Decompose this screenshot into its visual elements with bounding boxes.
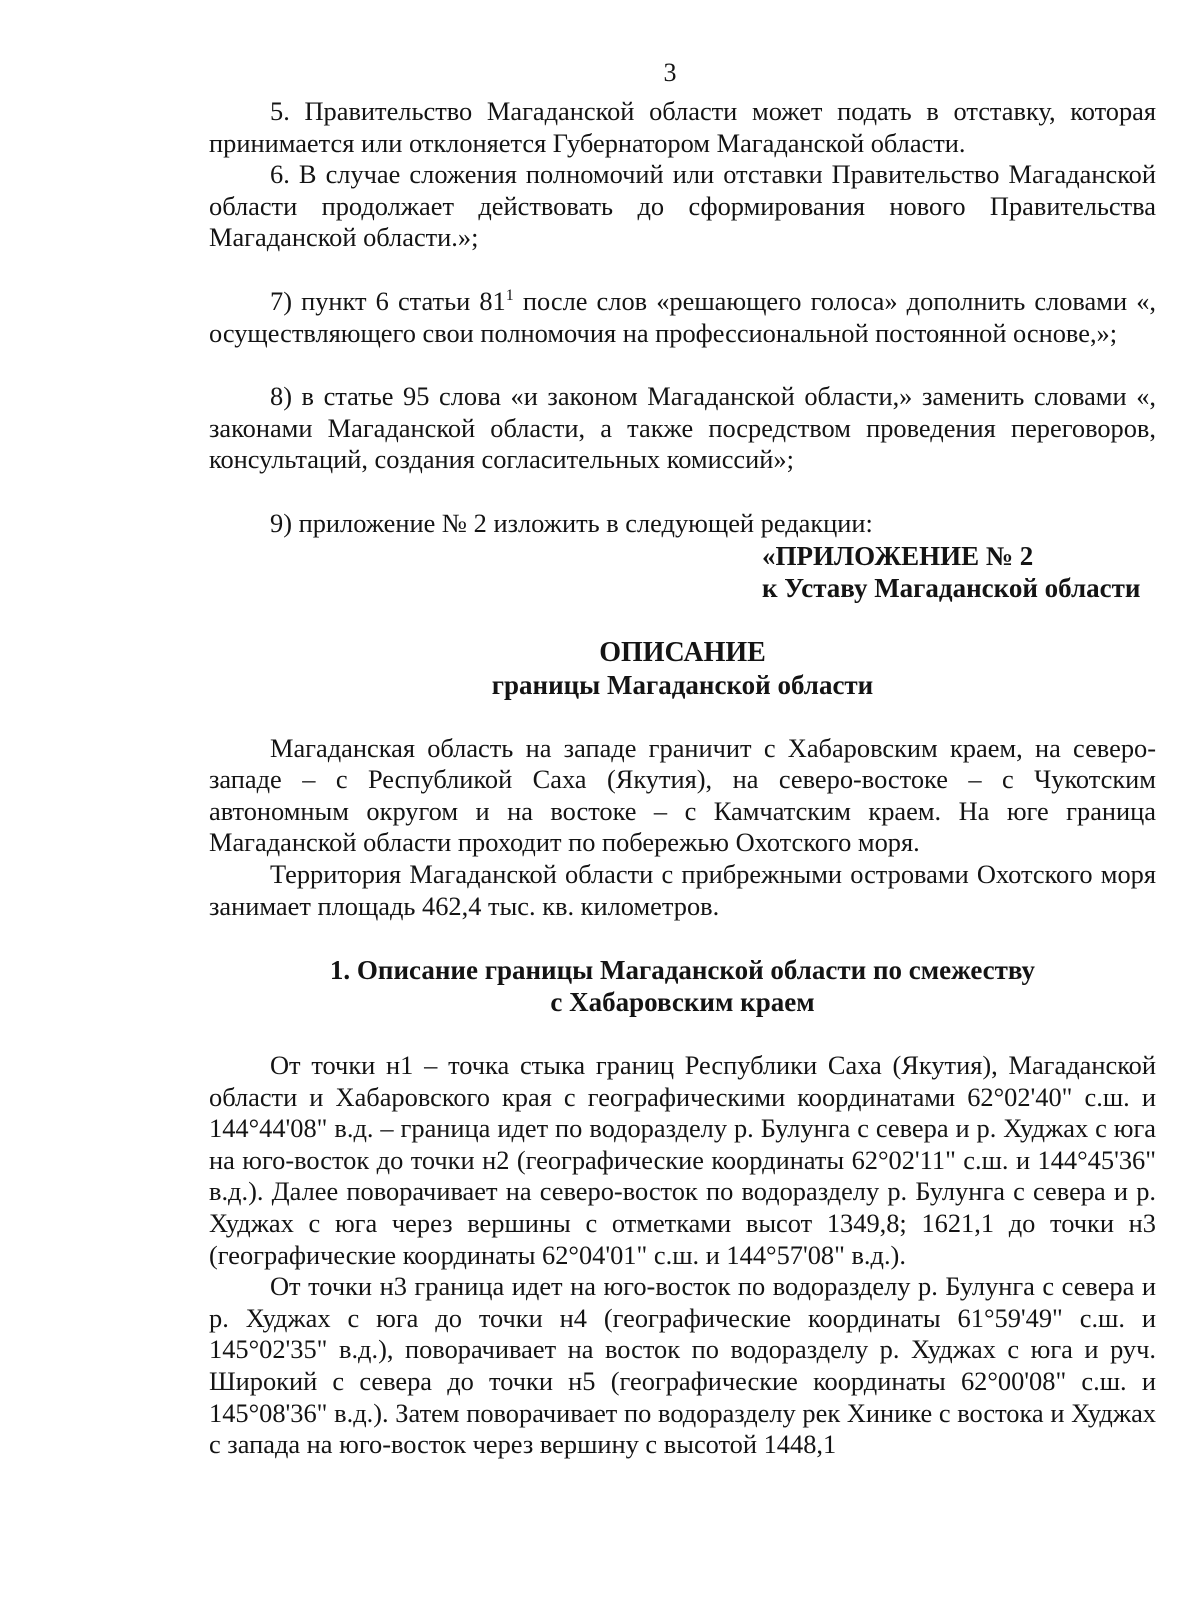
- description-paragraph-1: Магаданская область на западе граничит с Хабаровским краем, на северо-западе – с Республикой Саха (Якутия), на северо-востоке – с Чукотским автономным округом и на востоке – с Камчатским краем. На юге граница Магаданской области проходит по побережью Охотского моря.: [209, 732, 1156, 858]
- paragraph-item-5: 5. Правительство Магаданской области может подать в отставку, которая принимается или отклоняется Губернатором Магаданской области.: [209, 96, 1156, 158]
- section-1-heading: [209, 954, 1156, 1018]
- description-paragraph-2: Территория Магаданской области с прибрежными островами Охотского моря занимает площадь 462,4 тыс. кв. километров.: [209, 858, 1156, 921]
- page-number: 3: [663, 58, 677, 87]
- section-1-paragraph-1: От точки н1 – точка стыка границ Республики Саха (Якутия), Магаданской области и Хабаровского края с географическими координатами 62°02'40" с.ш. и 144°44'08" в.д. – граница идет по водоразделу р. Булунга с севера и р. Худжах с юга на юго-восток до точки н2 (географические координаты 62°02'11" с.ш. и 144°45'36" в.д.). Далее поворачивает на северо-восток по водоразделу р. Булунга с севера и р. Худжах с юга через вершины с отметками высот 1349,8; 1621,1 до точки н3 (географические координаты 62°04'01" с.ш. и 144°57'08" в.д.).: [209, 1050, 1156, 1270]
- item-7-text-start: 7) пункт 6 статьи 81: [270, 285, 506, 316]
- paragraph-item-6: 6. В случае сложения полномочий или отставки Правительство Магаданской области продолжает действовать до сформирования нового Правительства Магаданской области.»;: [209, 159, 1156, 253]
- appendix-subtitle: к Уставу Магаданской области: [762, 572, 1141, 603]
- description-subtitle: границы Магаданской области: [491, 669, 874, 700]
- appendix-title: «ПРИЛОЖЕНИЕ № 2: [762, 540, 1034, 571]
- appendix-header: [762, 540, 1156, 604]
- section-1-paragraph-2: От точки н3 граница идет на юго-восток по водоразделу р. Булунга с севера и р. Худжах с юга до точки н4 (географические координаты 61°59'49" с.ш. и 145°02'35" в.д.), поворачивает на восток по водоразделу р. Худжах с юга и руч. Широкий с севера до точки н5 (географические координаты 62°00'08" с.ш. и 145°08'36" в.д.). Затем поворачивает по водоразделу рек Хинике с востока и Худжах с запада на юго-восток через вершину с высотой 1448,1: [209, 1271, 1156, 1460]
- paragraph-item-8: 8) в статье 95 слова «и законом Магаданской области,» заменить словами «, законами Магаданской области, а также посредством проведения переговоров, консультаций, создания согласительных комиссий»;: [209, 381, 1156, 475]
- document-body: [209, 96, 1156, 1461]
- section-1-heading-line-1: 1. Описание границы Магаданской области по смежеству: [329, 955, 1036, 986]
- description-title: [209, 636, 1156, 669]
- item-7-superscript: 1: [505, 286, 514, 304]
- section-1-heading-line-2: с Хабаровским краем: [550, 987, 815, 1018]
- description-title-text: ОПИСАНИЕ: [599, 636, 766, 668]
- description-heading: [209, 636, 1156, 701]
- item-7-text-end: после слов «решающего голоса» дополнить словами «, осуществляющего свои полномочия на профессиональной постоянной основе,»;: [209, 285, 1156, 348]
- paragraph-item-9: 9) приложение № 2 изложить в следующей редакции:: [270, 507, 873, 538]
- paragraph-item-7: [209, 286, 1156, 349]
